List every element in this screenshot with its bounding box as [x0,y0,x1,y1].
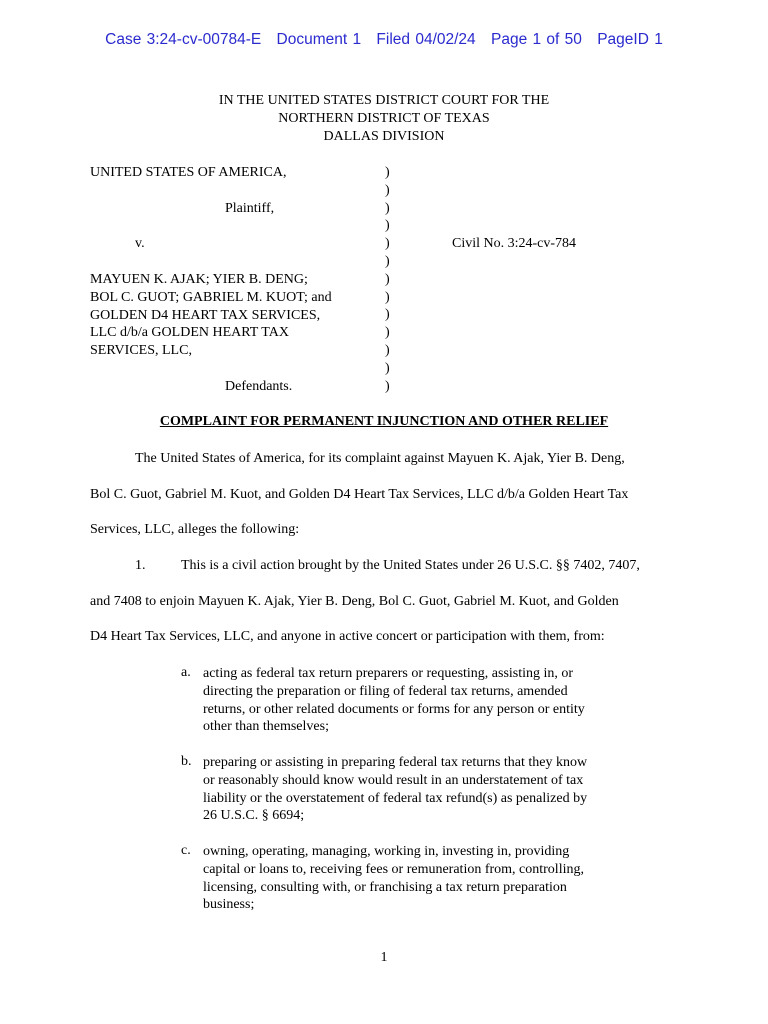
page-count: Page 1 of 50 [490,31,582,48]
item-line: directing the preparation or filing of federal tax returns, amended [203,683,568,699]
item-a-text [203,665,585,736]
versus: v. [135,236,145,251]
item-line: acting as federal tax return preparers or requesting, assisting in, or [203,666,574,681]
case-header [0,31,768,49]
defendant-line: BOL C. GUOT; GABRIEL M. KUOT; and [90,289,332,305]
intro-line-1: The United States of America, for its complaint against Mayuen K. Ajak, Yier B. Deng, [135,451,625,466]
item-line: capital or loans to, receiving fees or remuneration from, controlling, [203,861,584,877]
defendant-line: SERVICES, LLC, [90,343,192,359]
defendant-line: MAYUEN K. AJAK; YIER B. DENG; [90,272,308,287]
court-line-1: IN THE UNITED STATES DISTRICT COURT FOR THE [218,93,550,108]
defendant-line: LLC d/b/a GOLDEN HEART TAX [90,325,289,341]
paren: ) [385,271,390,287]
filed-date: Filed 04/02/24 [376,31,476,48]
paren: ) [385,325,390,341]
defendants-label: Defendants. [225,379,293,394]
paren: ) [385,253,390,269]
para1-line-2: and 7408 to enjoin Mayuen K. Ajak, Yier B. Deng, Bol C. Guot, Gabriel M. Kuot, and Golden [90,594,619,609]
para1-line-3: D4 Heart Tax Services, LLC, and anyone in active concert or participation with them, from: [90,629,605,644]
item-line: owning, operating, managing, working in, investing in, providing [203,844,570,859]
intro-line-3: Services, LLC, alleges the following: [90,522,300,537]
item-line: other than themselves; [203,719,329,735]
paren: ) [385,342,390,358]
item-b-text [203,754,587,825]
court-line-3: DALLAS DIVISION [323,129,445,144]
item-a-letter: a. [181,665,191,680]
item-c-letter: c. [181,843,191,858]
defendants-list [90,271,332,360]
paren: ) [385,218,390,234]
item-line: business; [203,897,255,913]
plaintiff-name: UNITED STATES OF AMERICA, [90,165,287,180]
caption-parentheses [385,164,390,395]
case-number: Case 3:24-cv-00784-E [105,31,262,48]
complaint-title: COMPLAINT FOR PERMANENT INJUNCTION AND OTHER RELIEF [159,414,609,429]
paren: ) [385,200,390,216]
plaintiff-label: Plaintiff, [225,201,275,216]
paren: ) [385,289,390,305]
item-line: returns, or other related documents or forms for any person or entity [203,701,585,717]
item-line: liability or the overstatement of federal tax refund(s) as penalized by [203,790,588,806]
page-id: PageID 1 [597,31,663,48]
paren: ) [385,165,390,180]
item-line: preparing or assisting in preparing federal tax returns that they know [203,755,588,770]
paren: ) [385,378,390,394]
item-b-letter: b. [181,754,192,769]
item-line: 26 U.S.C. § 6694; [203,808,305,824]
para1-line-1: This is a civil action brought by the United States under 26 U.S.C. §§ 7402, 7407, [181,558,640,573]
paren: ) [385,360,390,376]
paren: ) [385,236,390,252]
para1-number: 1. [135,558,146,573]
paren: ) [385,307,390,323]
page-number: 1 [380,950,388,965]
item-c-text [203,843,584,914]
document-number: Document 1 [276,31,362,48]
item-line: licensing, consulting with, or franchising a tax return preparation [203,879,567,895]
court-line-2: NORTHERN DISTRICT OF TEXAS [278,111,490,126]
item-line: or reasonably should know would result in an understatement of tax [203,772,584,788]
intro-line-2: Bol C. Guot, Gabriel M. Kuot, and Golden D4 Heart Tax Services, LLC d/b/a Golden Heart Tax [90,487,629,502]
paren: ) [385,182,390,198]
defendant-line: GOLDEN D4 HEART TAX SERVICES, [90,307,321,323]
civil-number: Civil No. 3:24-cv-784 [452,236,577,251]
